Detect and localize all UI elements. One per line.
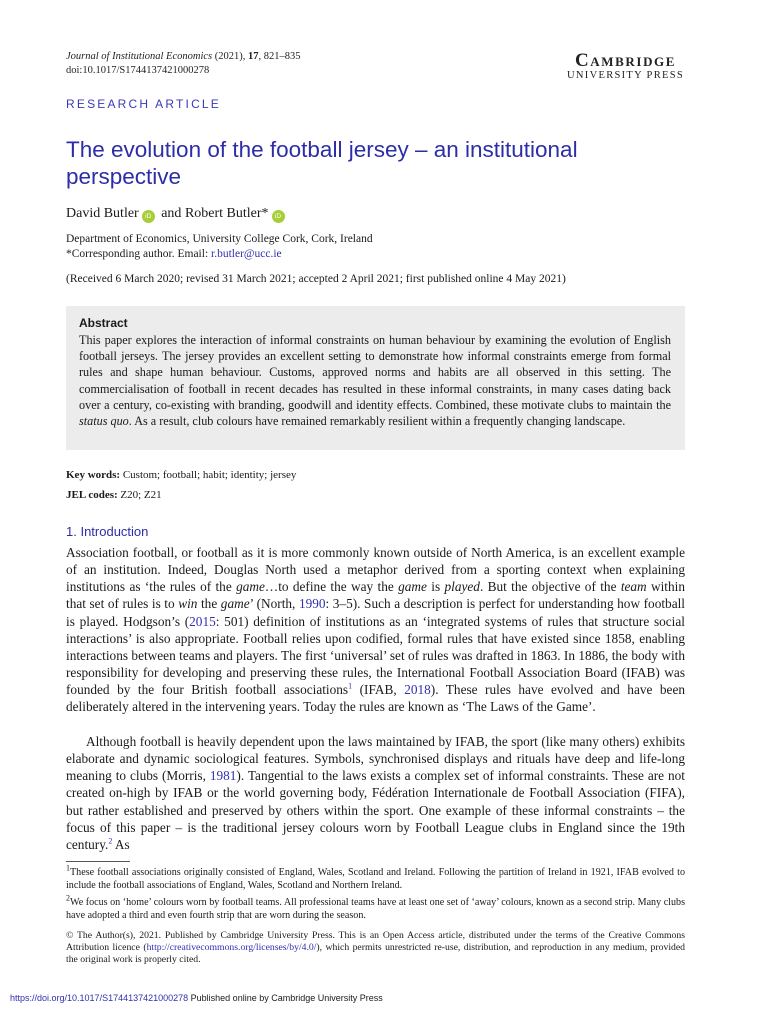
author-name: Robert Butler* — [184, 206, 269, 221]
text-run: Association football, or football as it is more commonly known outside of North America, is an excellent example of an institution. Indeed, Douglas North used a metaphor derived from a sporting context when explaining institutions as ‘the rules of the — [66, 545, 685, 595]
corresponding-author — [66, 247, 373, 262]
publisher-logo — [567, 52, 684, 82]
footnote-ref[interactable]: 2 — [108, 836, 113, 846]
text-run: : 501) definition of institutions as an ‘integrated systems of rules that structure social interactions’ is also appropriate. Football relies upon codified, formal rules that have existed since 1858, enabling interactions between teams and players. The first ‘universal’ set of rules was drafted in 1863. In 1886, the body with responsibility for developing and preserving these rules, the International Football Association Board (IFAB) was founded by the four British football associations — [66, 613, 685, 698]
abstract-text — [79, 332, 671, 429]
citation-link[interactable]: 1981 — [209, 768, 237, 784]
keywords-value: Custom; football; habit; identity; jersey — [120, 469, 297, 481]
footnote-divider — [66, 861, 130, 862]
author-connector: and — [157, 206, 185, 221]
journal-volume: 17 — [248, 51, 259, 62]
article-doi[interactable]: doi:10.1017/S1744137421000278 — [66, 65, 210, 76]
journal-citation — [66, 50, 301, 78]
footnote-text: These football associations originally consisted of England, Wales, Scotland and Ireland. Following the partition of Ireland in 1921, IFAB evolved to include the football associations of England, Wales, Scotland and Northern Ireland. — [66, 867, 685, 891]
orcid-icon[interactable]: iD — [272, 210, 285, 223]
jel-label: JEL codes: — [66, 489, 118, 501]
text-run: is — [426, 579, 445, 595]
journal-name: Journal of Institutional Economics — [66, 51, 213, 62]
article-title: The evolution of the football jersey – an institutional perspective — [66, 137, 578, 189]
text-run: the — [197, 596, 221, 612]
body-paragraph — [66, 733, 685, 853]
journal-year: (2021), — [212, 51, 248, 62]
received-dates: (Received 6 March 2020; revised 31 March 2021; accepted 2 April 2021; first published online 4 May 2021) — [66, 273, 566, 285]
email-link[interactable]: r.butler@ucc.ie — [211, 248, 282, 260]
text-run: ). These rules have evolved and have been deliberately altered in the intervening years. Today the rules are known as ‘The Laws of the Game’. — [66, 682, 685, 715]
text-run: As — [112, 836, 130, 852]
text-run: . But the objective of the — [479, 579, 621, 595]
publisher-logo-line1: Cambridge — [574, 50, 677, 71]
citation-link[interactable]: 2015 — [189, 613, 216, 629]
text-italic: game — [236, 579, 265, 595]
doi-footer-link[interactable]: https://doi.org/10.1017/S1744137421000278 — [10, 993, 189, 1003]
text-italic: played — [444, 579, 480, 595]
keywords-label: Key words: — [66, 469, 121, 481]
text-run: …to define the way the — [264, 579, 399, 595]
footnote-mark: 2 — [66, 893, 70, 903]
text-run: ’ (North, — [249, 596, 299, 612]
footnote-mark: 1 — [66, 863, 70, 873]
orcid-icon[interactable]: iD — [142, 210, 155, 223]
license-text: © The Author(s), 2021. Published by Cambridge University Press. This is an Open Access article, distributed under the terms of the Creative Commons Attribution licence ( — [66, 930, 685, 953]
keywords — [66, 468, 296, 482]
abstract-text-italic: status quo — [79, 414, 129, 429]
footnote — [66, 893, 685, 922]
affiliation-department: Department of Economics, University College Cork, Cork, Ireland — [66, 233, 373, 245]
text-run: Although football is heavily dependent upon the laws maintained by IFAB, the sport (like many others) exhibits elaborate and dynamic sociological features. Symbols, synchronised displays and rituals have deep and life-long meaning to clubs (Morris, — [66, 734, 685, 784]
author-name: David Butler — [66, 206, 139, 221]
abstract-text-part: This paper explores the interaction of informal constraints on human behaviour by examining the evolution of English football jerseys. The jersey provides an excellent setting to demonstrate how informal constraints emerge from formal rules and shape human behaviour. Customs, approved norms and habits are all observed in this setting. The commercialisation of football in recent decades has resulted in these informal constraints, in many cases dating back over a century, co-existing with branding, goodwill and identity effects. Combined, these motivate clubs to maintain the — [79, 333, 671, 412]
text-run: (IFAB, — [352, 682, 405, 698]
abstract-text-part: . As a result, club colours have remained remarkably resilient within a frequently changing landscape. — [128, 414, 626, 429]
footnote-ref[interactable]: 1 — [348, 681, 353, 691]
abstract-heading: Abstract — [79, 316, 128, 330]
section-heading: 1. Introduction — [66, 524, 149, 539]
text-italic: game — [398, 579, 427, 595]
citation-link[interactable]: 1990 — [298, 596, 326, 612]
jel-codes — [66, 488, 162, 502]
footnote — [66, 863, 685, 892]
publisher-logo-line2: UNIVERSITY PRESS — [567, 70, 684, 81]
footnote-text: We focus on ‘home’ colours worn by football teams. All professional teams have at least one set of ‘away’ colours, known as a second strip. Many clubs have adopted a third and even fourth strip that are worn during the season. — [66, 897, 685, 921]
doi-footer — [10, 993, 383, 1003]
text-run: ). Tangential to the laws exists a complex set of informal constraints. These are not created on-high by IFAB or the world governing body, Fédération Internationale de Football Association (FIFA), but rather established and preserved by others within the sport. One example of these informal constraints – the focus of this paper – is the traditional jersey colours worn by Football League clubs in England since the 19th century. — [66, 768, 685, 852]
article-type-label: RESEARCH ARTICLE — [66, 97, 222, 111]
text-run: : 3–5). Such a description is perfect for understanding how football is played. Hodgson’s ( — [66, 596, 685, 629]
body-paragraph — [66, 544, 685, 716]
citation-link[interactable]: 2018 — [404, 682, 431, 698]
affiliation-block — [66, 232, 373, 262]
corresponding-label: *Corresponding author. Email: — [66, 248, 212, 260]
text-italic: game — [220, 596, 250, 612]
journal-pages: , 821–835 — [258, 51, 301, 62]
license-notice — [66, 930, 685, 966]
license-link[interactable]: http://creativecommons.org/licenses/by/4.0/ — [146, 942, 317, 953]
published-text: Published online by Cambridge University Press — [188, 993, 383, 1003]
jel-value: Z20; Z21 — [117, 489, 162, 501]
license-text: ), which permits unrestricted re-use, distribution, and reproduction in any medium, provided the original work is properly cited. — [66, 942, 685, 965]
author-list — [66, 205, 288, 223]
text-italic: team — [620, 579, 647, 595]
text-run: within that set of rules is to — [66, 579, 685, 612]
text-italic: win — [178, 596, 198, 612]
